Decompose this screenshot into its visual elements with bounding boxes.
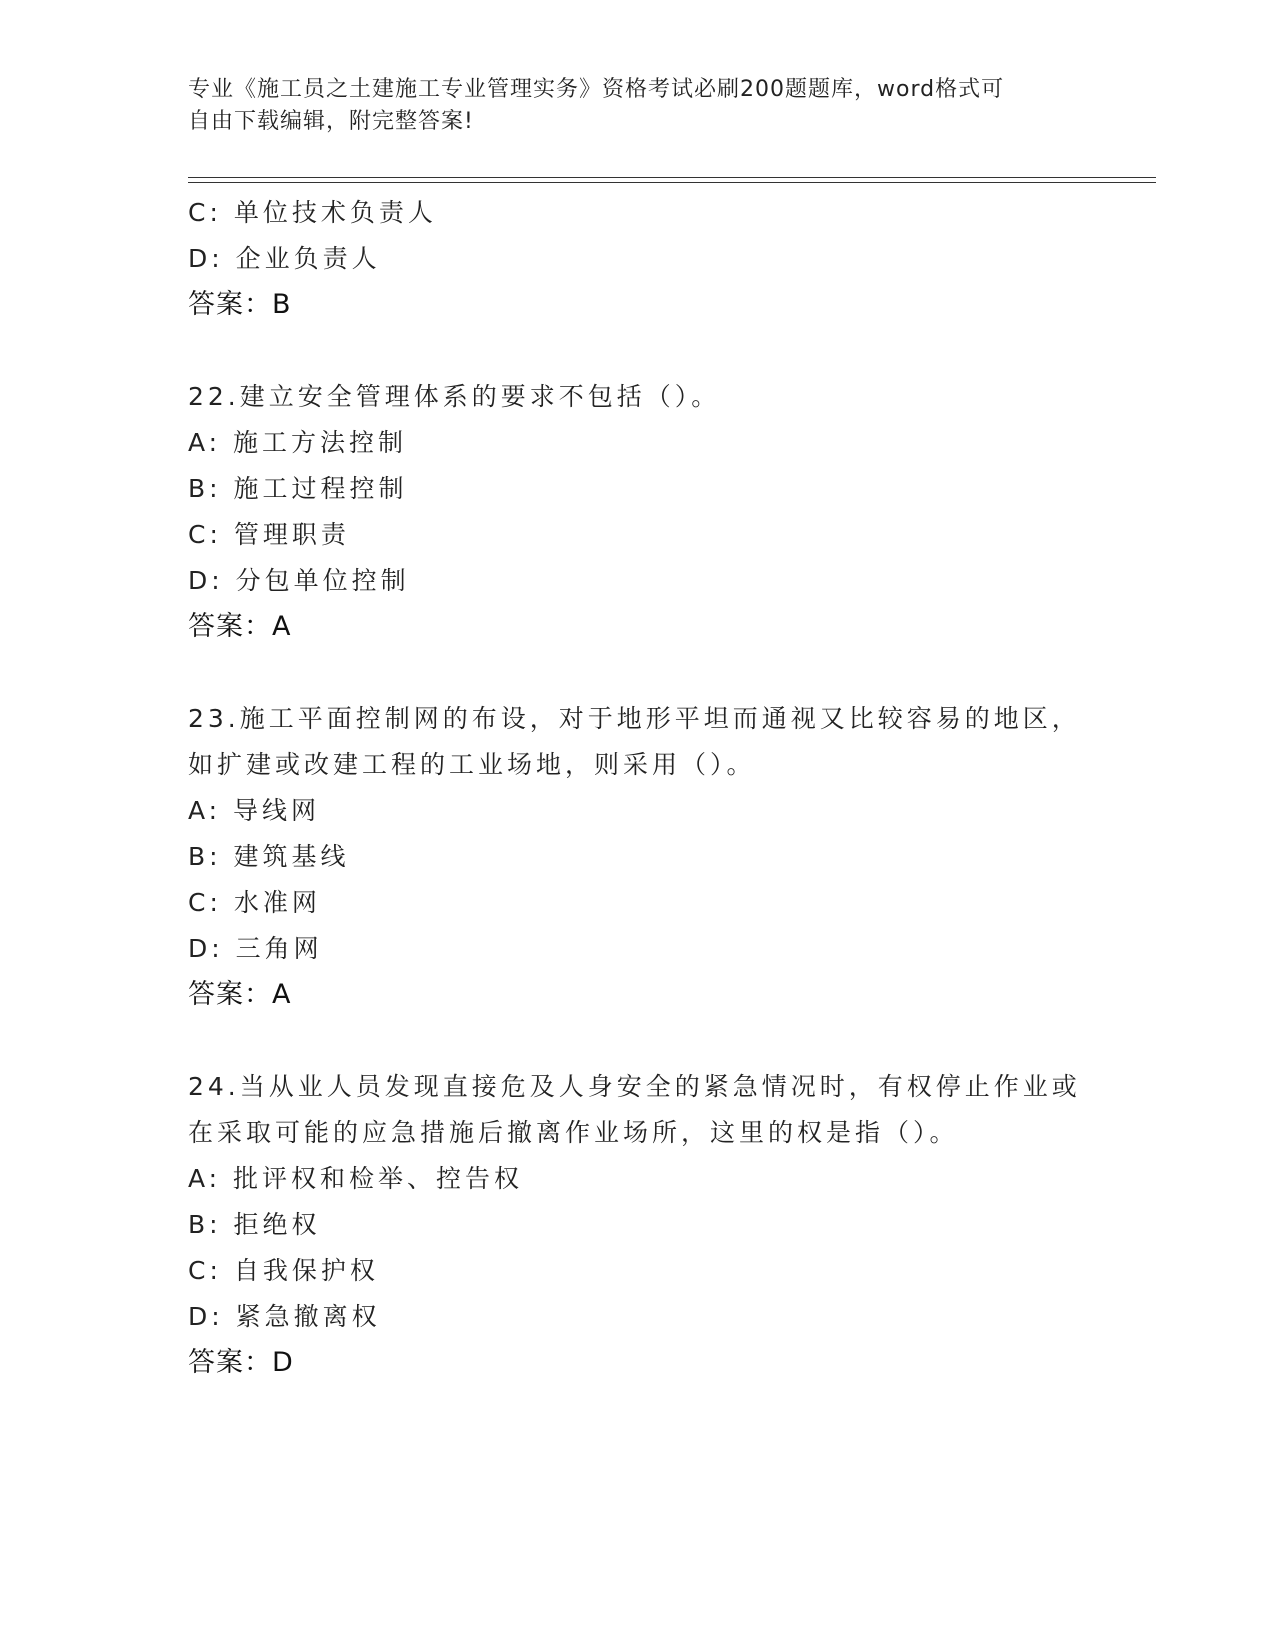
header-divider-bottom: [188, 182, 1156, 183]
question-text: 23.施工平面控制网的布设，对于地形平坦而通视又比较容易的地区，: [188, 704, 1081, 733]
question-gap: [188, 1018, 1088, 1064]
document-header: [188, 74, 1068, 138]
option-b: B: 建筑基线: [188, 842, 350, 871]
option-c: C: 自我保护权: [188, 1256, 379, 1285]
answer-line: 答案：D: [188, 1347, 294, 1378]
option-a: A: 批评权和检举、控告权: [188, 1164, 524, 1193]
option-b: B: 拒绝权: [188, 1210, 321, 1239]
option-d: D: 紧急撤离权: [188, 1302, 381, 1331]
question-text: 24.当从业人员发现直接危及人身安全的紧急情况时，有权停止作业或: [188, 1072, 1081, 1101]
question-fragment: [188, 190, 1088, 328]
header-line-2: 自由下载编辑，附完整答案!: [188, 109, 474, 134]
question-content: [188, 190, 1088, 1386]
question-text-continued: 在采取可能的应急措施后撤离作业场所，这里的权是指（）。: [188, 1118, 959, 1147]
question-text-continued: 如扩建或改建工程的工业场地，则采用（）。: [188, 750, 756, 779]
answer-line: 答案：A: [188, 611, 292, 642]
question-24: [188, 1064, 1088, 1386]
header-line-1: 专业《施工员之土建施工专业管理实务》资格考试必刷200题题库，word格式可: [188, 77, 1005, 102]
question-22: [188, 374, 1088, 650]
question-23: [188, 696, 1088, 1018]
option-c: C: 水准网: [188, 888, 321, 917]
answer-line: 答案：B: [188, 289, 292, 320]
header-divider-top: [188, 177, 1156, 178]
answer-line: 答案：A: [188, 979, 292, 1010]
option-d: D: 企业负责人: [188, 244, 381, 273]
option-a: A: 施工方法控制: [188, 428, 408, 457]
question-gap: [188, 650, 1088, 696]
question-gap: [188, 328, 1088, 374]
question-text: 22.建立安全管理体系的要求不包括（）。: [188, 382, 721, 411]
option-d: D: 分包单位控制: [188, 566, 410, 595]
option-b: B: 施工过程控制: [188, 474, 408, 503]
option-a: A: 导线网: [188, 796, 321, 825]
option-c: C: 单位技术负责人: [188, 198, 437, 227]
option-d: D: 三角网: [188, 934, 323, 963]
option-c: C: 管理职责: [188, 520, 350, 549]
